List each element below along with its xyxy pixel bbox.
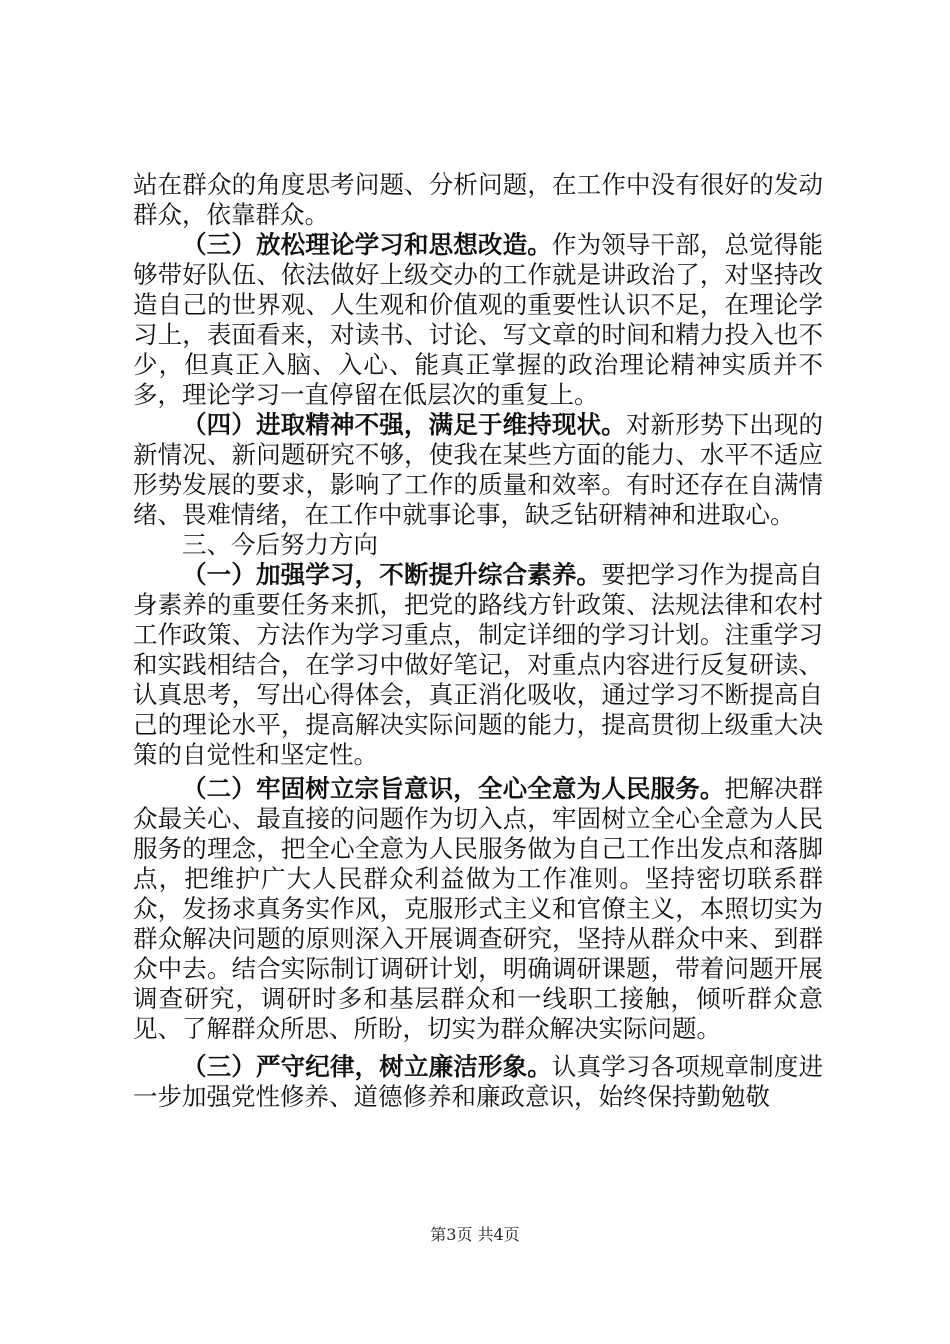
- paragraph-text: 把解决群众最关心、最直接的问题作为切入点，牢固树立全心全意为人民服务的理念，把全心全意为人民服务做为自己工作出发点和落脚点，把维护广大人民群众利益做为工作准则。坚持密切联系群众，发扬求真务实作风，克服形式主义和官僚主义，本照切实为群众解决问题的原则深入开展调查研究，坚持从群众中来、到群众中去。结合实际制订调研计划，明确调研课题，带着问题开展调查研究，调研时多和基层群众和一线职工接触，倾听群众意见、了解群众所思、所盼，切实为群众解决实际问题。: [133, 774, 824, 1043]
- paragraph-item-3-discipline: [133, 1052, 823, 1112]
- paragraph-lead: （三）放松理论学习和思想改造。: [182, 230, 552, 259]
- paragraph-lead: （二）牢固树立宗旨意识，全心全意为人民服务。: [182, 774, 725, 803]
- paragraph-text: 要把学习作为提高自身素养的重要任务来抓，把党的路线方针政策、法规法律和农村工作政策、方法作为学习重点，制定详细的学习计划。注重学习和实践相结合，在学习中做好笔记，对重点内容进行反复研读、认真思考，写出心得体会，真正消化吸收，通过学习不断提高自己的理论水平，提高解决实际问题的能力，提高贯彻上级重大决策的自觉性和坚定性。: [133, 560, 823, 769]
- paragraph-text: 认真学习各项规章制度进一步加强党性修养、道德修养和廉政意识，始终保持勤勉敬: [133, 1052, 824, 1111]
- document-body: [133, 170, 823, 1112]
- paragraph-lead: （一）加强学习，不断提升综合素养。: [182, 560, 602, 589]
- paragraph-item-2-serve-people: [133, 774, 823, 1044]
- section-heading-text: 三、今后努力方向: [182, 530, 378, 559]
- paragraph-text: 站在群众的角度思考问题、分析问题，在工作中没有很好的发动群众，依靠群众。: [133, 170, 823, 229]
- section-heading-future-direction: [133, 530, 823, 560]
- paragraph-item-4-weak-drive: [133, 410, 823, 530]
- paragraph-continuation: [133, 170, 823, 230]
- page-footer: 第3页 共4页: [430, 1225, 520, 1244]
- paragraph-lead: （三）严守纪律，树立廉洁形象。: [182, 1052, 552, 1081]
- paragraph-text: 对新形势下出现的新情况、新问题研究不够，使我在某些方面的能力、水平不适应形势发展的要求，影响了工作的质量和效率。有时还存在自满情绪、畏难情绪，在工作中就事论事，缺乏钻研精神和进取心。: [133, 410, 824, 529]
- paragraph-lead: （四）进取精神不强，满足于维持现状。: [182, 410, 626, 439]
- paragraph-text: 作为领导干部，总觉得能够带好队伍、依法做好上级交办的工作就是讲政治了，对坚持改造自己的世界观、人生观和价值观的重要性认识不足，在理论学习上，表面看来，对读书、讨论、写文章的时间和精力投入也不少，但真正入脑、入心、能真正掌握的政治理论精神实质并不多，理论学习一直停留在低层次的重复上。: [133, 230, 824, 409]
- paragraph-item-3-relaxed-study: [133, 230, 823, 410]
- paragraph-item-1-strengthen-study: [133, 560, 823, 770]
